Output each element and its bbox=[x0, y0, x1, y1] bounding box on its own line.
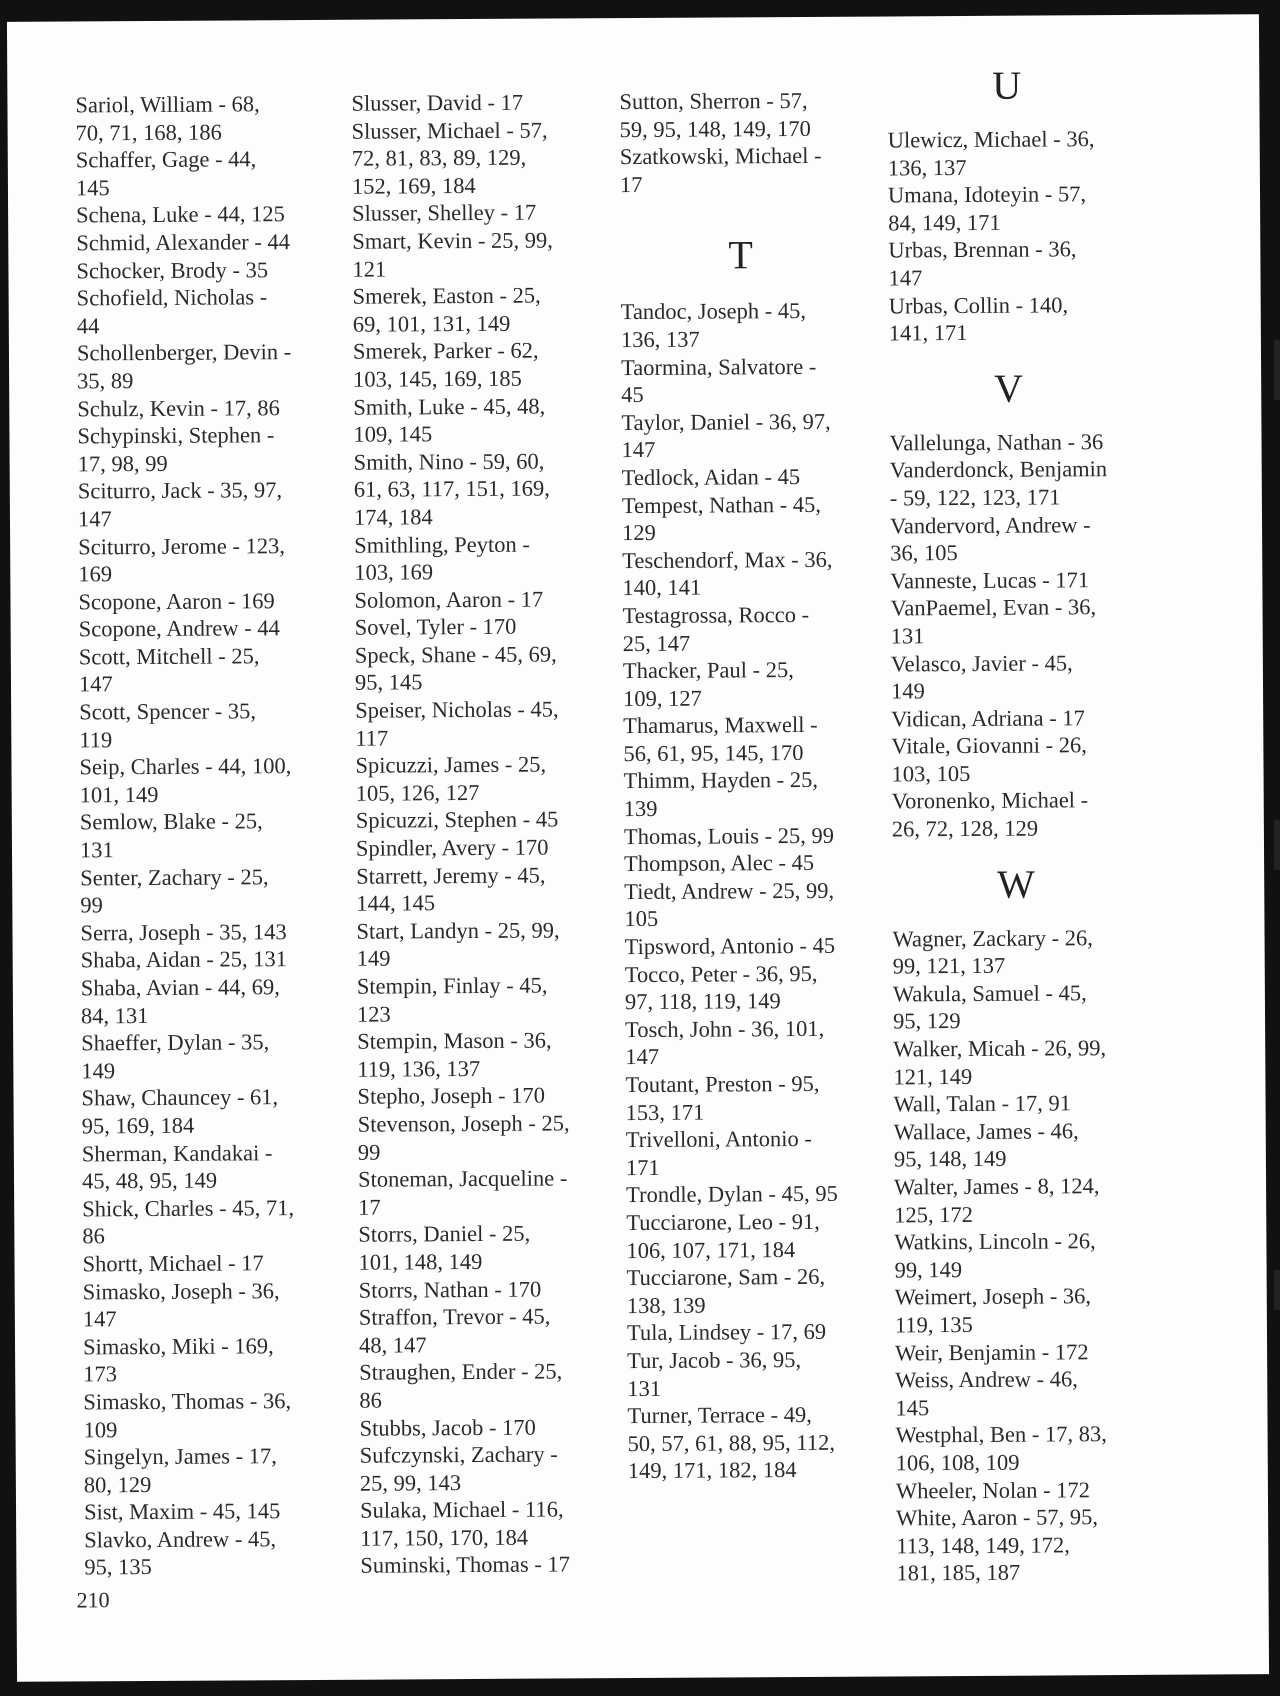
index-entry: 45, 48, 95, 149 bbox=[81, 1167, 218, 1194]
index-entry: Wagner, Zackary - 26, bbox=[892, 924, 1093, 952]
index-entry: 95, 135 bbox=[84, 1554, 152, 1580]
index-entry: Shaw, Chauncey - 61, bbox=[81, 1084, 279, 1111]
index-entry: Shaba, Aidan - 25, 131 bbox=[80, 946, 287, 973]
index-entry: 147 bbox=[888, 265, 923, 291]
index-entry: 119 bbox=[79, 726, 113, 753]
index-entry: 129 bbox=[621, 520, 656, 546]
index-entry: Wakula, Samuel - 45, bbox=[892, 980, 1087, 1007]
index-entry: Schulz, Kevin - 17, 86 bbox=[77, 394, 280, 421]
index-entry: Velasco, Javier - 45, bbox=[890, 649, 1073, 676]
index-entry: Vanderdonck, Benjamin bbox=[889, 456, 1108, 483]
index-entry: 17 bbox=[619, 171, 643, 197]
index-entry: 56, 61, 95, 145, 170 bbox=[623, 739, 804, 766]
index-entry: 145 bbox=[895, 1394, 930, 1421]
index-entry: Trivelloni, Antonio - bbox=[625, 1126, 812, 1153]
index-entry: - 59, 122, 123, 171 bbox=[889, 484, 1061, 511]
index-entry: 26, 72, 128, 129 bbox=[891, 815, 1039, 842]
index-entry: Storrs, Nathan - 170 bbox=[358, 1276, 542, 1303]
index-entry: 103, 145, 169, 185 bbox=[353, 365, 522, 392]
index-entry: 169 bbox=[78, 561, 113, 587]
index-entry: Vandervord, Andrew - bbox=[889, 511, 1091, 538]
index-entry: Tosch, John - 36, 101, bbox=[625, 1015, 825, 1042]
index-entry: Stempin, Finlay - 45, bbox=[356, 972, 548, 999]
index-entry: Scott, Spencer - 35, bbox=[79, 698, 257, 725]
index-entry: Smerek, Parker - 62, bbox=[352, 337, 539, 365]
page-number: 210 bbox=[76, 1587, 110, 1613]
index-entry: 147 bbox=[82, 1306, 117, 1332]
edge-mark bbox=[1274, 340, 1280, 400]
index-entry: Speiser, Nicholas - 45, bbox=[355, 696, 559, 723]
index-entry: Smith, Nino - 59, 60, bbox=[353, 448, 545, 475]
index-entry: 103, 169 bbox=[354, 559, 434, 585]
index-column-3 bbox=[619, 86, 928, 1485]
index-entry: Teschendorf, Max - 36, bbox=[622, 546, 833, 573]
index-entry: 144, 145 bbox=[356, 890, 436, 916]
index-entry: Speck, Shane - 45, 69, bbox=[354, 641, 557, 668]
index-entry: Weimert, Joseph - 36, bbox=[894, 1283, 1092, 1310]
index-entry: Schena, Luke - 44, 125 bbox=[76, 201, 285, 228]
index-entry: Thimm, Hayden - 25, bbox=[623, 767, 819, 794]
index-entry: 147 bbox=[77, 506, 112, 532]
index-entry: Scopone, Andrew - 44 bbox=[78, 615, 280, 642]
index-entry: Simasko, Thomas - 36, bbox=[83, 1388, 292, 1415]
index-entry: Start, Landyn - 25, 99, bbox=[356, 917, 560, 944]
index-entry: Simasko, Miki - 169, bbox=[82, 1332, 274, 1360]
index-entry: Schollenberger, Devin - bbox=[76, 339, 292, 366]
index-entry: Watkins, Lincoln - 26, bbox=[894, 1228, 1096, 1255]
index-entry: Wallace, James - 46, bbox=[893, 1118, 1079, 1145]
index-entry: Serra, Joseph - 35, 143 bbox=[80, 918, 287, 946]
index-entry: Sherman, Kandakai - bbox=[81, 1139, 273, 1166]
index-entry: 80, 129 bbox=[83, 1471, 152, 1498]
index-entry: 125, 172 bbox=[894, 1201, 974, 1228]
index-entry: Trondle, Dylan - 45, 95 bbox=[626, 1181, 838, 1208]
index-entry: Thompson, Alec - 45 bbox=[624, 850, 815, 877]
index-entry: 113, 148, 149, 172, bbox=[896, 1532, 1070, 1559]
index-entry: 152, 169, 184 bbox=[351, 172, 476, 199]
index-entry: 17, 98, 99 bbox=[77, 450, 168, 477]
index-entry: Slusser, Shelley - 17 bbox=[352, 199, 537, 227]
index-entry: Weir, Benjamin - 172 bbox=[895, 1338, 1089, 1366]
index-entry: Westphal, Ben - 17, 83, bbox=[895, 1421, 1107, 1448]
index-entry: 86 bbox=[82, 1223, 105, 1249]
section-letter: U bbox=[992, 62, 1022, 108]
index-entry: Spindler, Avery - 170 bbox=[355, 834, 549, 861]
index-entry: Tiedt, Andrew - 25, 99, bbox=[624, 877, 835, 904]
index-entry: 149 bbox=[890, 678, 925, 704]
index-entry: 101, 148, 149 bbox=[358, 1248, 483, 1275]
index-entry: Vallelunga, Nathan - 36 bbox=[889, 428, 1104, 456]
index-entry: Tur, Jacob - 36, 95, bbox=[627, 1346, 802, 1374]
index-entry: Thamarus, Maxwell - bbox=[623, 712, 818, 739]
index-entry: 131 bbox=[890, 623, 925, 649]
index-entry: Schmid, Alexander - 44 bbox=[76, 229, 291, 256]
index-entry: Simasko, Joseph - 36, bbox=[82, 1277, 280, 1304]
index-entry: Tucciarone, Leo - 91, bbox=[626, 1208, 820, 1236]
index-entry: 99, 149 bbox=[894, 1256, 963, 1283]
index-entry: 99 bbox=[80, 892, 103, 918]
index-entry: 149 bbox=[81, 1057, 116, 1084]
index-entry: Schypinski, Stephen - bbox=[77, 422, 275, 449]
index-entry: 106, 107, 171, 184 bbox=[626, 1236, 796, 1263]
index-entry: 131 bbox=[627, 1375, 662, 1401]
index-entry: 121, 149 bbox=[893, 1063, 973, 1090]
index-entry: 147 bbox=[621, 437, 656, 463]
index-entry: Schofield, Nicholas - bbox=[76, 284, 268, 311]
section-letter: V bbox=[994, 365, 1024, 411]
index-entry: Vidican, Adriana - 17 bbox=[891, 704, 1085, 732]
index-entry: Taylor, Daniel - 36, 97, bbox=[621, 408, 831, 435]
index-entry: Testagrossa, Rocco - bbox=[622, 601, 810, 628]
index-entry: 45 bbox=[621, 382, 644, 408]
index-entry: Slusser, Michael - 57, bbox=[351, 117, 548, 144]
index-entry: Toutant, Preston - 95, bbox=[625, 1070, 820, 1098]
index-entry: Thacker, Paul - 25, bbox=[622, 657, 794, 684]
index-entry: 117 bbox=[355, 725, 389, 751]
index-column-1 bbox=[75, 90, 384, 1582]
index-entry: Straffon, Trevor - 45, bbox=[358, 1303, 551, 1330]
index-entry: Smithling, Peyton - bbox=[354, 531, 530, 558]
index-entry: Spicuzzi, James - 25, bbox=[355, 751, 547, 778]
index-entry: Turner, Terrace - 49, bbox=[627, 1402, 812, 1429]
index-column-2 bbox=[351, 88, 660, 1580]
index-entry: 95, 129 bbox=[892, 1008, 961, 1034]
index-entry: 44 bbox=[76, 313, 100, 339]
index-entry: 99, 121, 137 bbox=[892, 953, 1006, 979]
index-entry: 149, 171, 182, 184 bbox=[627, 1457, 797, 1484]
index-entry: Shaeffer, Dylan - 35, bbox=[81, 1029, 270, 1056]
index-entry: 105 bbox=[624, 906, 659, 932]
index-entry: Schocker, Brody - 35 bbox=[76, 256, 269, 283]
index-column-4 bbox=[887, 63, 1196, 1588]
index-entry: Urbas, Collin - 140, bbox=[888, 291, 1069, 319]
index-entry: Sovel, Tyler - 170 bbox=[354, 614, 517, 641]
index-entry: 35, 89 bbox=[77, 368, 134, 394]
index-entry: Spicuzzi, Stephen - 45 bbox=[355, 806, 559, 834]
index-entry: 171 bbox=[625, 1154, 660, 1180]
index-entry: VanPaemel, Evan - 36, bbox=[890, 594, 1097, 621]
edge-mark bbox=[1274, 820, 1280, 870]
index-entry: Stempin, Mason - 36, bbox=[357, 1027, 552, 1054]
index-entry: 105, 126, 127 bbox=[355, 779, 480, 806]
index-entry: 138, 139 bbox=[626, 1292, 706, 1318]
index-entry: 103, 105 bbox=[891, 760, 971, 787]
index-entry: Sariol, William - 68, bbox=[75, 91, 260, 118]
index-entry: 72, 81, 83, 89, 129, bbox=[351, 144, 527, 171]
index-entry: 119, 135 bbox=[894, 1311, 973, 1338]
index-entry: Stevenson, Joseph - 25, bbox=[357, 1110, 570, 1137]
index-entry: Tedlock, Aidan - 45 bbox=[621, 463, 801, 491]
section-letter: W bbox=[997, 861, 1036, 907]
index-entry: Shick, Charles - 45, 71, bbox=[82, 1194, 295, 1222]
index-entry: Slavko, Andrew - 45, bbox=[84, 1526, 277, 1553]
index-entry: Stubbs, Jacob - 170 bbox=[359, 1414, 536, 1441]
index-entry: Tocco, Peter - 36, 95, bbox=[624, 960, 818, 987]
index-entry: 139 bbox=[623, 795, 658, 822]
index-entry: Solomon, Aaron - 17 bbox=[354, 586, 544, 613]
index-entry: 136, 137 bbox=[620, 326, 700, 353]
index-entry: Wall, Talan - 17, 91 bbox=[893, 1090, 1072, 1117]
index-entry: 95, 169, 184 bbox=[81, 1112, 195, 1139]
index-entry: 119, 136, 137 bbox=[357, 1055, 481, 1082]
index-entry: Tula, Lindsey - 17, 69 bbox=[626, 1319, 827, 1346]
index-entry: Schaffer, Gage - 44, bbox=[75, 146, 257, 173]
index-entry: 86 bbox=[359, 1387, 382, 1413]
index-entry: 141, 171 bbox=[888, 320, 968, 346]
index-entry: Sist, Maxim - 45, 145 bbox=[83, 1498, 281, 1525]
edge-mark bbox=[1274, 1270, 1280, 1310]
index-entry: 84, 149, 171 bbox=[888, 209, 1001, 236]
index-entry: Scopone, Aaron - 169 bbox=[78, 587, 275, 615]
index-entry: White, Aaron - 57, 95, bbox=[896, 1504, 1099, 1531]
index-entry: Thomas, Louis - 25, 99 bbox=[623, 822, 834, 849]
index-entry: 106, 108, 109 bbox=[895, 1449, 1020, 1476]
index-entry: 95, 145 bbox=[354, 669, 423, 696]
index-entry: 25, 99, 143 bbox=[359, 1469, 462, 1496]
index-entry: 95, 148, 149 bbox=[893, 1146, 1007, 1172]
index-entry: 147 bbox=[625, 1044, 660, 1070]
index-entry: 69, 101, 131, 149 bbox=[352, 310, 511, 337]
index-entry: Tucciarone, Sam - 26, bbox=[626, 1264, 826, 1291]
index-entry: Szatkowski, Michael - bbox=[619, 143, 822, 170]
index-entry: Straughen, Ender - 25, bbox=[359, 1358, 563, 1386]
index-entry: 140, 141 bbox=[622, 574, 702, 601]
index-entry: Sutton, Sherron - 57, bbox=[619, 87, 808, 115]
index-entry: 36, 105 bbox=[890, 540, 958, 566]
index-entry: Suminski, Thomas - 17 bbox=[360, 1551, 571, 1579]
index-entry: 136, 137 bbox=[887, 154, 967, 181]
index-entry: Ulewicz, Michael - 36, bbox=[887, 126, 1095, 153]
index-entry: Smerek, Easton - 25, bbox=[352, 282, 541, 309]
index-entry: Sciturro, Jerome - 123, bbox=[78, 532, 286, 559]
index-entry: Smith, Luke - 45, 48, bbox=[353, 393, 546, 420]
index-entry: 153, 171 bbox=[625, 1099, 705, 1125]
index-entry: 109, 127 bbox=[623, 685, 702, 711]
index-entry: Starrett, Jeremy - 45, bbox=[356, 862, 546, 889]
index-entry: 70, 71, 168, 186 bbox=[75, 119, 222, 146]
index-entry: 121 bbox=[352, 256, 387, 282]
index-entry: Sulaka, Michael - 116, bbox=[359, 1496, 564, 1523]
section-letter: T bbox=[728, 232, 753, 278]
index-entry: Smart, Kevin - 25, 99, bbox=[352, 227, 553, 254]
index-entry: Taormina, Salvatore - bbox=[620, 353, 817, 380]
index-entry: 174, 184 bbox=[353, 504, 433, 530]
index-entry: 147 bbox=[78, 671, 113, 697]
index-entry: Walker, Micah - 26, 99, bbox=[893, 1035, 1107, 1062]
index-entry: Slusser, David - 17 bbox=[351, 89, 524, 116]
index-entry: Seip, Charles - 44, 100, bbox=[79, 753, 292, 780]
index-entry: 84, 131 bbox=[80, 1002, 149, 1028]
index-entry: Tipsword, Antonio - 45 bbox=[624, 932, 836, 960]
index-entry: 99 bbox=[357, 1139, 381, 1165]
index-entry: Storrs, Daniel - 25, bbox=[358, 1221, 531, 1248]
index-entry: 97, 118, 119, 149 bbox=[624, 988, 781, 1015]
index-page bbox=[7, 14, 1269, 1682]
index-entry: 109, 145 bbox=[353, 421, 433, 447]
index-entry: Stepho, Joseph - 170 bbox=[357, 1082, 546, 1110]
index-entry: Stoneman, Jacqueline - bbox=[357, 1165, 568, 1192]
index-entry: 173 bbox=[83, 1361, 118, 1387]
index-entry: 101, 149 bbox=[79, 781, 159, 808]
index-entry: 123 bbox=[356, 1001, 391, 1027]
index-entry: Sufczynski, Zachary - bbox=[359, 1441, 558, 1468]
index-entry: Semlow, Blake - 25, bbox=[79, 808, 263, 835]
index-entry: 25, 147 bbox=[622, 630, 691, 656]
index-entry: Singelyn, James - 17, bbox=[83, 1443, 277, 1470]
index-entry: Urbas, Brennan - 36, bbox=[888, 236, 1077, 263]
index-entry: 145 bbox=[75, 174, 110, 201]
index-entry: Tempest, Nathan - 45, bbox=[621, 491, 821, 518]
index-entry: Senter, Zachary - 25, bbox=[80, 863, 269, 891]
index-entry: Vitale, Giovanni - 26, bbox=[891, 732, 1087, 759]
index-entry: 48, 147 bbox=[358, 1332, 427, 1358]
index-entry: Shortt, Michael - 17 bbox=[82, 1250, 264, 1277]
index-entry: 131 bbox=[79, 837, 114, 863]
index-entry: 17 bbox=[358, 1194, 381, 1220]
index-entry: 59, 95, 148, 149, 170 bbox=[619, 115, 811, 142]
index-entry: Sciturro, Jack - 35, 97, bbox=[77, 477, 283, 504]
index-entry: 181, 185, 187 bbox=[896, 1559, 1021, 1586]
index-entry: 149 bbox=[356, 945, 391, 972]
index-entry: 117, 150, 170, 184 bbox=[360, 1524, 529, 1551]
index-entry: Wheeler, Nolan - 172 bbox=[895, 1476, 1091, 1503]
index-entry: Umana, Idoteyin - 57, bbox=[887, 181, 1087, 208]
index-entry: 109 bbox=[83, 1416, 118, 1442]
index-entry: 61, 63, 117, 151, 169, bbox=[353, 475, 550, 503]
index-entry: Shaba, Avian - 44, 69, bbox=[80, 974, 280, 1001]
index-entry: Walter, James - 8, 124, bbox=[893, 1173, 1100, 1200]
index-entry: Voronenko, Michael - bbox=[891, 787, 1089, 814]
index-entry: Scott, Mitchell - 25, bbox=[78, 643, 260, 670]
index-entry: Tandoc, Joseph - 45, bbox=[620, 298, 807, 325]
index-entry: Weiss, Andrew - 46, bbox=[895, 1366, 1078, 1393]
index-entry: 50, 57, 61, 88, 95, 112, bbox=[627, 1429, 836, 1456]
index-entry: Vanneste, Lucas - 171 bbox=[890, 566, 1090, 594]
